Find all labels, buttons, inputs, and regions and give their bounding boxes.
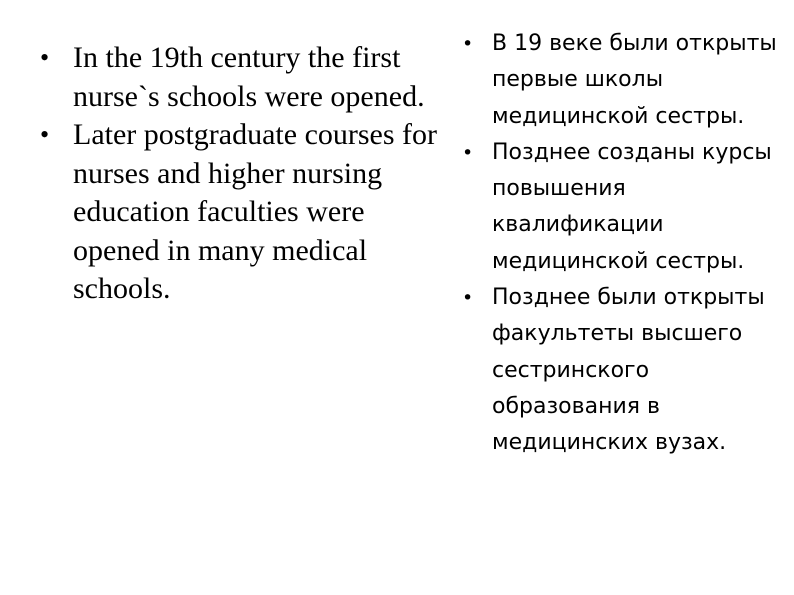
bullet-icon: • xyxy=(462,33,474,55)
russian-bullet-list xyxy=(462,26,787,462)
russian-bullet-item xyxy=(462,280,787,461)
english-bullet-item xyxy=(38,39,438,116)
english-bullet-text: In the 19th century the first nurse`s schools were opened. xyxy=(73,41,425,113)
russian-bullet-item xyxy=(462,26,787,135)
english-bullet-item xyxy=(38,116,438,309)
english-bullet-list xyxy=(38,39,438,309)
russian-bullet-text: В 19 веке были открыты первые школы медицинской сестры. xyxy=(492,31,777,129)
english-bullet-text: Later postgraduate courses for nurses and higher nursing education faculties were opened in many medical schools. xyxy=(73,118,438,305)
russian-bullet-text: Позднее были открыты факультеты высшего сестринского образования в медицинских вузах. xyxy=(492,285,765,456)
bullet-icon: • xyxy=(40,120,50,149)
bullet-icon: • xyxy=(40,43,50,72)
bullet-icon: • xyxy=(462,287,474,310)
russian-bullet-item xyxy=(462,135,787,280)
russian-bullet-text: Позднее созданы курсы повышения квалификации медицинской сестры. xyxy=(492,139,772,274)
bullet-icon: • xyxy=(462,141,474,164)
